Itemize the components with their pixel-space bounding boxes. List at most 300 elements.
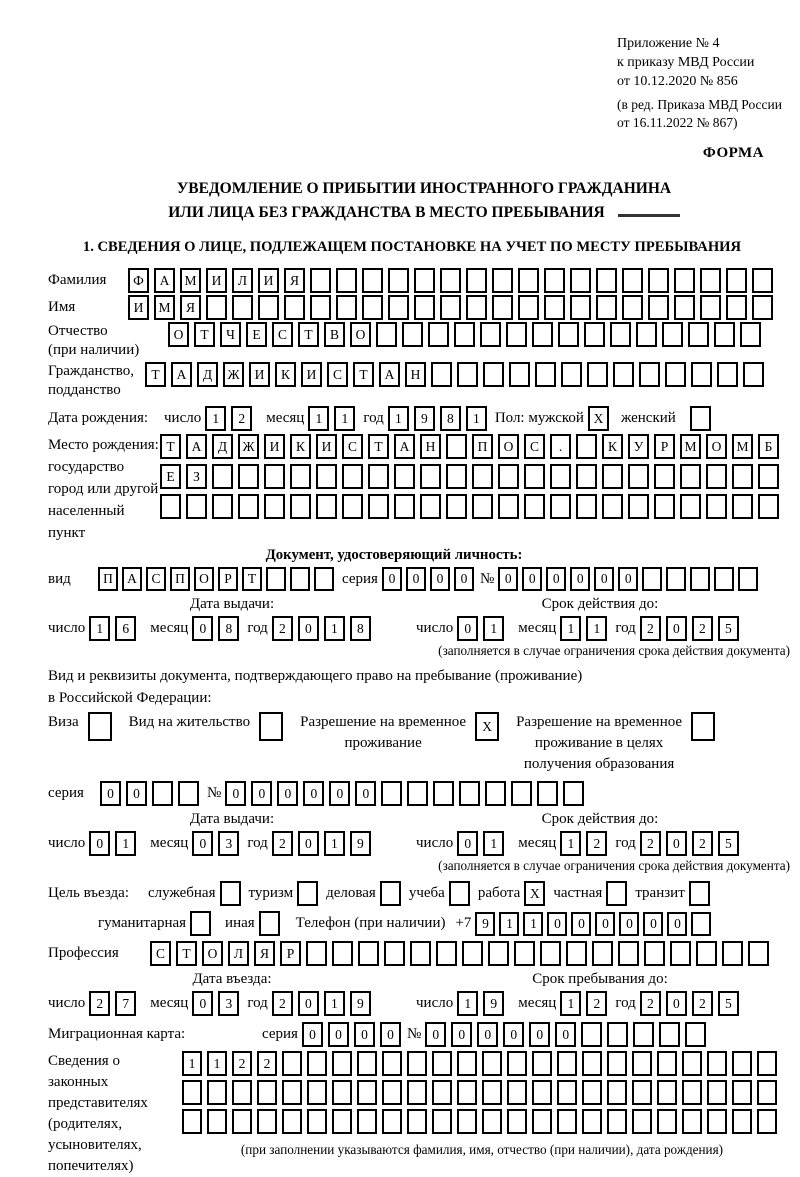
char-cell[interactable] — [758, 464, 779, 489]
char-cell[interactable]: 1 — [324, 831, 345, 856]
char-cell[interactable] — [607, 1109, 627, 1134]
char-cell[interactable] — [732, 1109, 752, 1134]
char-cell[interactable] — [558, 322, 579, 347]
char-cell[interactable]: 0 — [100, 781, 121, 806]
purpose-humanitarian-checkbox[interactable] — [190, 911, 211, 936]
char-cell[interactable]: 0 — [380, 1022, 401, 1047]
char-cell[interactable] — [462, 941, 483, 966]
birth-place-row1-cells[interactable] — [160, 434, 779, 459]
char-cell[interactable]: Л — [232, 268, 253, 293]
char-cell[interactable] — [690, 567, 710, 591]
char-cell[interactable]: З — [186, 464, 207, 489]
char-cell[interactable]: 5 — [718, 991, 739, 1016]
char-cell[interactable]: О — [202, 941, 223, 966]
purpose-study-checkbox[interactable] — [449, 881, 470, 906]
char-cell[interactable] — [232, 295, 253, 320]
char-cell[interactable]: 0 — [454, 567, 474, 591]
education-permit-checkbox[interactable] — [691, 712, 715, 741]
residence-permit-checkbox[interactable] — [259, 712, 283, 741]
char-cell[interactable] — [532, 322, 553, 347]
char-cell[interactable] — [440, 295, 461, 320]
char-cell[interactable] — [740, 322, 761, 347]
char-cell[interactable] — [394, 494, 415, 519]
birth-place-row3-cells[interactable] — [160, 494, 779, 519]
char-cell[interactable]: А — [379, 362, 400, 387]
char-cell[interactable]: 2 — [640, 616, 661, 641]
char-cell[interactable] — [472, 464, 493, 489]
char-cell[interactable] — [532, 1109, 552, 1134]
char-cell[interactable]: М — [154, 295, 175, 320]
char-cell[interactable] — [498, 464, 519, 489]
char-cell[interactable] — [726, 295, 747, 320]
purpose-other-checkbox[interactable] — [259, 911, 280, 936]
char-cell[interactable]: 0 — [555, 1022, 576, 1047]
char-cell[interactable] — [648, 268, 669, 293]
char-cell[interactable] — [284, 295, 305, 320]
char-cell[interactable] — [592, 941, 613, 966]
char-cell[interactable]: 2 — [272, 616, 293, 641]
char-cell[interactable] — [752, 268, 773, 293]
char-cell[interactable] — [485, 781, 506, 806]
char-cell[interactable] — [532, 1051, 552, 1076]
char-cell[interactable] — [622, 268, 643, 293]
char-cell[interactable]: 2 — [640, 991, 661, 1016]
char-cell[interactable] — [576, 464, 597, 489]
char-cell[interactable]: 1 — [207, 1051, 227, 1076]
char-cell[interactable] — [182, 1080, 202, 1105]
char-cell[interactable] — [446, 434, 467, 459]
char-cell[interactable] — [457, 1109, 477, 1134]
char-cell[interactable] — [482, 1109, 502, 1134]
char-cell[interactable]: Н — [420, 434, 441, 459]
char-cell[interactable] — [414, 268, 435, 293]
char-cell[interactable] — [310, 295, 331, 320]
stay-day-cells[interactable] — [457, 991, 504, 1016]
char-cell[interactable]: 9 — [483, 991, 504, 1016]
char-cell[interactable] — [732, 1080, 752, 1105]
char-cell[interactable] — [492, 268, 513, 293]
char-cell[interactable] — [232, 1109, 252, 1134]
char-cell[interactable]: Ч — [220, 322, 241, 347]
char-cell[interactable] — [362, 268, 383, 293]
checkbox-cell[interactable]: X — [475, 712, 499, 741]
char-cell[interactable]: Т — [145, 362, 166, 387]
char-cell[interactable] — [610, 322, 631, 347]
char-cell[interactable] — [257, 1109, 277, 1134]
char-cell[interactable]: 0 — [430, 567, 450, 591]
char-cell[interactable] — [402, 322, 423, 347]
char-cell[interactable] — [666, 567, 686, 591]
char-cell[interactable] — [407, 1109, 427, 1134]
char-cell[interactable]: Д — [212, 434, 233, 459]
checkbox-cell[interactable] — [88, 712, 112, 741]
char-cell[interactable]: С — [342, 434, 363, 459]
purpose-business-checkbox[interactable] — [220, 881, 241, 906]
checkbox-cell[interactable] — [259, 911, 280, 936]
stay-year-cells[interactable] — [640, 991, 739, 1016]
char-cell[interactable] — [432, 1080, 452, 1105]
char-cell[interactable]: У — [628, 434, 649, 459]
checkbox-cell[interactable]: X — [524, 881, 545, 906]
checkbox-cell[interactable] — [449, 881, 470, 906]
char-cell[interactable]: 0 — [302, 1022, 323, 1047]
char-cell[interactable] — [659, 1022, 680, 1047]
purpose-work-checkbox[interactable] — [524, 881, 545, 906]
char-cell[interactable] — [757, 1080, 777, 1105]
char-cell[interactable]: Р — [280, 941, 301, 966]
char-cell[interactable] — [524, 464, 545, 489]
char-cell[interactable] — [307, 1109, 327, 1134]
checkbox-cell[interactable] — [606, 881, 627, 906]
char-cell[interactable] — [657, 1109, 677, 1134]
char-cell[interactable]: 0 — [529, 1022, 550, 1047]
char-cell[interactable] — [207, 1109, 227, 1134]
char-cell[interactable]: Ф — [128, 268, 149, 293]
char-cell[interactable]: П — [170, 567, 190, 591]
char-cell[interactable]: Л — [228, 941, 249, 966]
char-cell[interactable]: А — [171, 362, 192, 387]
char-cell[interactable]: 0 — [571, 912, 591, 936]
char-cell[interactable] — [732, 494, 753, 519]
char-cell[interactable]: Я — [180, 295, 201, 320]
char-cell[interactable] — [264, 494, 285, 519]
char-cell[interactable] — [587, 362, 608, 387]
char-cell[interactable] — [446, 494, 467, 519]
char-cell[interactable] — [680, 494, 701, 519]
char-cell[interactable] — [290, 567, 310, 591]
char-cell[interactable]: 9 — [414, 406, 435, 431]
char-cell[interactable] — [382, 1051, 402, 1076]
char-cell[interactable] — [368, 464, 389, 489]
char-cell[interactable] — [540, 941, 561, 966]
char-cell[interactable] — [717, 362, 738, 387]
char-cell[interactable]: 2 — [257, 1051, 277, 1076]
char-cell[interactable]: А — [186, 434, 207, 459]
char-cell[interactable]: Е — [246, 322, 267, 347]
issue-day-cells[interactable] — [89, 831, 136, 856]
char-cell[interactable]: 1 — [483, 831, 504, 856]
char-cell[interactable] — [420, 464, 441, 489]
checkbox-cell[interactable] — [689, 881, 710, 906]
char-cell[interactable] — [358, 941, 379, 966]
visa-checkbox[interactable] — [88, 712, 112, 741]
char-cell[interactable]: 0 — [570, 567, 590, 591]
char-cell[interactable] — [707, 1080, 727, 1105]
char-cell[interactable] — [332, 1109, 352, 1134]
char-cell[interactable] — [488, 941, 509, 966]
char-cell[interactable] — [440, 268, 461, 293]
char-cell[interactable] — [674, 268, 695, 293]
char-cell[interactable]: 0 — [503, 1022, 524, 1047]
char-cell[interactable] — [648, 295, 669, 320]
char-cell[interactable]: 1 — [388, 406, 409, 431]
char-cell[interactable] — [482, 1080, 502, 1105]
char-cell[interactable]: К — [290, 434, 311, 459]
char-cell[interactable] — [420, 494, 441, 519]
char-cell[interactable] — [160, 494, 181, 519]
char-cell[interactable] — [407, 1080, 427, 1105]
issue-day-cells[interactable] — [89, 616, 136, 641]
char-cell[interactable]: 0 — [192, 991, 213, 1016]
char-cell[interactable]: В — [324, 322, 345, 347]
char-cell[interactable] — [518, 295, 539, 320]
char-cell[interactable]: 9 — [350, 991, 371, 1016]
char-cell[interactable] — [602, 464, 623, 489]
char-cell[interactable] — [428, 322, 449, 347]
entry-month-cells[interactable] — [192, 991, 239, 1016]
char-cell[interactable] — [306, 941, 327, 966]
char-cell[interactable] — [714, 322, 735, 347]
char-cell[interactable] — [628, 494, 649, 519]
char-cell[interactable] — [722, 941, 743, 966]
char-cell[interactable]: 1 — [115, 831, 136, 856]
char-cell[interactable] — [581, 1022, 602, 1047]
char-cell[interactable] — [618, 941, 639, 966]
char-cell[interactable] — [492, 295, 513, 320]
char-cell[interactable] — [674, 295, 695, 320]
char-cell[interactable]: А — [394, 434, 415, 459]
char-cell[interactable] — [700, 295, 721, 320]
char-cell[interactable] — [459, 781, 480, 806]
doc-kind-cells[interactable] — [98, 567, 334, 591]
birth-place-row2-cells[interactable] — [160, 464, 779, 489]
char-cell[interactable] — [316, 464, 337, 489]
char-cell[interactable] — [654, 494, 675, 519]
issue-month-cells[interactable] — [192, 831, 239, 856]
char-cell[interactable] — [258, 295, 279, 320]
char-cell[interactable] — [342, 494, 363, 519]
char-cell[interactable] — [682, 1051, 702, 1076]
char-cell[interactable]: 5 — [718, 616, 739, 641]
issue-month-cells[interactable] — [192, 616, 239, 641]
char-cell[interactable] — [607, 1080, 627, 1105]
char-cell[interactable] — [336, 268, 357, 293]
char-cell[interactable]: 6 — [115, 616, 136, 641]
checkbox-cell[interactable] — [297, 881, 318, 906]
surname-cells[interactable] — [128, 268, 773, 293]
char-cell[interactable]: 9 — [475, 912, 495, 936]
char-cell[interactable] — [524, 494, 545, 519]
representatives-row1-cells[interactable] — [182, 1051, 782, 1076]
char-cell[interactable] — [282, 1109, 302, 1134]
char-cell[interactable] — [743, 362, 764, 387]
char-cell[interactable] — [633, 1022, 654, 1047]
char-cell[interactable] — [507, 1051, 527, 1076]
char-cell[interactable]: 0 — [126, 781, 147, 806]
char-cell[interactable]: 2 — [272, 991, 293, 1016]
temp-residence-permit-checkbox[interactable] — [475, 712, 499, 741]
char-cell[interactable]: 0 — [329, 781, 350, 806]
char-cell[interactable] — [644, 941, 665, 966]
char-cell[interactable]: 0 — [298, 831, 319, 856]
char-cell[interactable] — [384, 941, 405, 966]
char-cell[interactable] — [670, 941, 691, 966]
issue-year-cells[interactable] — [272, 831, 371, 856]
char-cell[interactable]: 2 — [640, 831, 661, 856]
char-cell[interactable]: М — [180, 268, 201, 293]
char-cell[interactable]: 2 — [272, 831, 293, 856]
char-cell[interactable] — [632, 1080, 652, 1105]
doc-number-cells[interactable] — [498, 567, 758, 591]
char-cell[interactable]: 0 — [425, 1022, 446, 1047]
char-cell[interactable] — [657, 1051, 677, 1076]
char-cell[interactable] — [206, 295, 227, 320]
entry-year-cells[interactable] — [272, 991, 371, 1016]
char-cell[interactable] — [544, 268, 565, 293]
char-cell[interactable] — [726, 268, 747, 293]
char-cell[interactable]: 0 — [457, 616, 478, 641]
char-cell[interactable] — [336, 295, 357, 320]
char-cell[interactable] — [238, 464, 259, 489]
char-cell[interactable] — [282, 1080, 302, 1105]
char-cell[interactable]: С — [272, 322, 293, 347]
char-cell[interactable]: 5 — [718, 831, 739, 856]
valid-month-cells[interactable] — [560, 831, 607, 856]
char-cell[interactable] — [582, 1080, 602, 1105]
char-cell[interactable]: 0 — [522, 567, 542, 591]
char-cell[interactable] — [432, 1109, 452, 1134]
char-cell[interactable] — [207, 1080, 227, 1105]
valid-day-cells[interactable] — [457, 616, 504, 641]
char-cell[interactable]: 2 — [586, 991, 607, 1016]
char-cell[interactable] — [682, 1109, 702, 1134]
birth-day-cells[interactable] — [205, 406, 252, 431]
char-cell[interactable] — [582, 1109, 602, 1134]
char-cell[interactable] — [382, 1109, 402, 1134]
char-cell[interactable]: 0 — [298, 616, 319, 641]
checkbox-cell[interactable] — [259, 712, 283, 741]
char-cell[interactable]: И — [301, 362, 322, 387]
char-cell[interactable] — [654, 464, 675, 489]
char-cell[interactable]: 1 — [586, 616, 607, 641]
checkbox-cell[interactable] — [190, 911, 211, 936]
char-cell[interactable]: 0 — [594, 567, 614, 591]
char-cell[interactable] — [700, 268, 721, 293]
char-cell[interactable] — [506, 322, 527, 347]
char-cell[interactable]: 0 — [595, 912, 615, 936]
char-cell[interactable]: 0 — [192, 616, 213, 641]
char-cell[interactable] — [682, 1080, 702, 1105]
migration-card-number-cells[interactable] — [425, 1022, 706, 1047]
char-cell[interactable]: О — [498, 434, 519, 459]
char-cell[interactable] — [691, 912, 711, 936]
char-cell[interactable]: Н — [405, 362, 426, 387]
char-cell[interactable]: 0 — [328, 1022, 349, 1047]
char-cell[interactable] — [376, 322, 397, 347]
char-cell[interactable]: 9 — [350, 831, 371, 856]
given-name-cells[interactable] — [128, 295, 773, 320]
char-cell[interactable]: 3 — [218, 831, 239, 856]
char-cell[interactable] — [332, 1051, 352, 1076]
char-cell[interactable] — [264, 464, 285, 489]
char-cell[interactable] — [706, 464, 727, 489]
char-cell[interactable] — [696, 941, 717, 966]
char-cell[interactable]: 1 — [324, 991, 345, 1016]
purpose-tourism-checkbox[interactable] — [297, 881, 318, 906]
char-cell[interactable]: Т — [353, 362, 374, 387]
char-cell[interactable]: К — [275, 362, 296, 387]
char-cell[interactable] — [457, 1080, 477, 1105]
char-cell[interactable]: И — [264, 434, 285, 459]
char-cell[interactable] — [691, 362, 712, 387]
char-cell[interactable] — [636, 322, 657, 347]
birth-year-cells[interactable] — [388, 406, 487, 431]
char-cell[interactable]: 0 — [192, 831, 213, 856]
char-cell[interactable] — [570, 268, 591, 293]
issue-year-cells[interactable] — [272, 616, 371, 641]
char-cell[interactable]: О — [194, 567, 214, 591]
char-cell[interactable]: 8 — [218, 616, 239, 641]
char-cell[interactable] — [178, 781, 199, 806]
char-cell[interactable]: Т — [176, 941, 197, 966]
char-cell[interactable] — [537, 781, 558, 806]
char-cell[interactable] — [752, 295, 773, 320]
char-cell[interactable]: С — [150, 941, 171, 966]
profession-cells[interactable] — [150, 941, 769, 966]
char-cell[interactable]: 1 — [499, 912, 519, 936]
char-cell[interactable] — [657, 1080, 677, 1105]
checkbox-cell[interactable] — [691, 712, 715, 741]
char-cell[interactable] — [561, 362, 582, 387]
char-cell[interactable] — [596, 268, 617, 293]
char-cell[interactable] — [632, 1109, 652, 1134]
char-cell[interactable] — [182, 1109, 202, 1134]
char-cell[interactable] — [532, 1080, 552, 1105]
char-cell[interactable] — [706, 494, 727, 519]
char-cell[interactable]: Д — [197, 362, 218, 387]
char-cell[interactable] — [642, 567, 662, 591]
char-cell[interactable]: 0 — [457, 831, 478, 856]
char-cell[interactable]: 0 — [355, 781, 376, 806]
char-cell[interactable] — [607, 1022, 628, 1047]
checkbox-cell[interactable] — [380, 881, 401, 906]
sex-male-checkbox[interactable] — [588, 406, 609, 431]
char-cell[interactable]: Е — [160, 464, 181, 489]
char-cell[interactable]: 1 — [483, 616, 504, 641]
char-cell[interactable]: 2 — [586, 831, 607, 856]
char-cell[interactable] — [665, 362, 686, 387]
residence-number-cells[interactable] — [225, 781, 584, 806]
char-cell[interactable]: 2 — [231, 406, 252, 431]
char-cell[interactable] — [282, 1051, 302, 1076]
char-cell[interactable]: 1 — [182, 1051, 202, 1076]
char-cell[interactable]: 0 — [89, 831, 110, 856]
char-cell[interactable] — [342, 464, 363, 489]
char-cell[interactable]: Я — [254, 941, 275, 966]
char-cell[interactable] — [632, 1051, 652, 1076]
char-cell[interactable] — [152, 781, 173, 806]
char-cell[interactable] — [576, 434, 597, 459]
char-cell[interactable]: Б — [758, 434, 779, 459]
char-cell[interactable] — [310, 268, 331, 293]
char-cell[interactable] — [433, 781, 454, 806]
char-cell[interactable] — [431, 362, 452, 387]
char-cell[interactable] — [266, 567, 286, 591]
char-cell[interactable]: 2 — [89, 991, 110, 1016]
char-cell[interactable]: Т — [194, 322, 215, 347]
representatives-row2-cells[interactable] — [182, 1080, 782, 1105]
char-cell[interactable] — [483, 362, 504, 387]
char-cell[interactable] — [381, 781, 402, 806]
char-cell[interactable] — [507, 1080, 527, 1105]
char-cell[interactable]: С — [524, 434, 545, 459]
char-cell[interactable] — [607, 1051, 627, 1076]
char-cell[interactable]: 1 — [560, 991, 581, 1016]
char-cell[interactable] — [454, 322, 475, 347]
char-cell[interactable] — [757, 1051, 777, 1076]
char-cell[interactable]: Т — [160, 434, 181, 459]
char-cell[interactable] — [394, 464, 415, 489]
